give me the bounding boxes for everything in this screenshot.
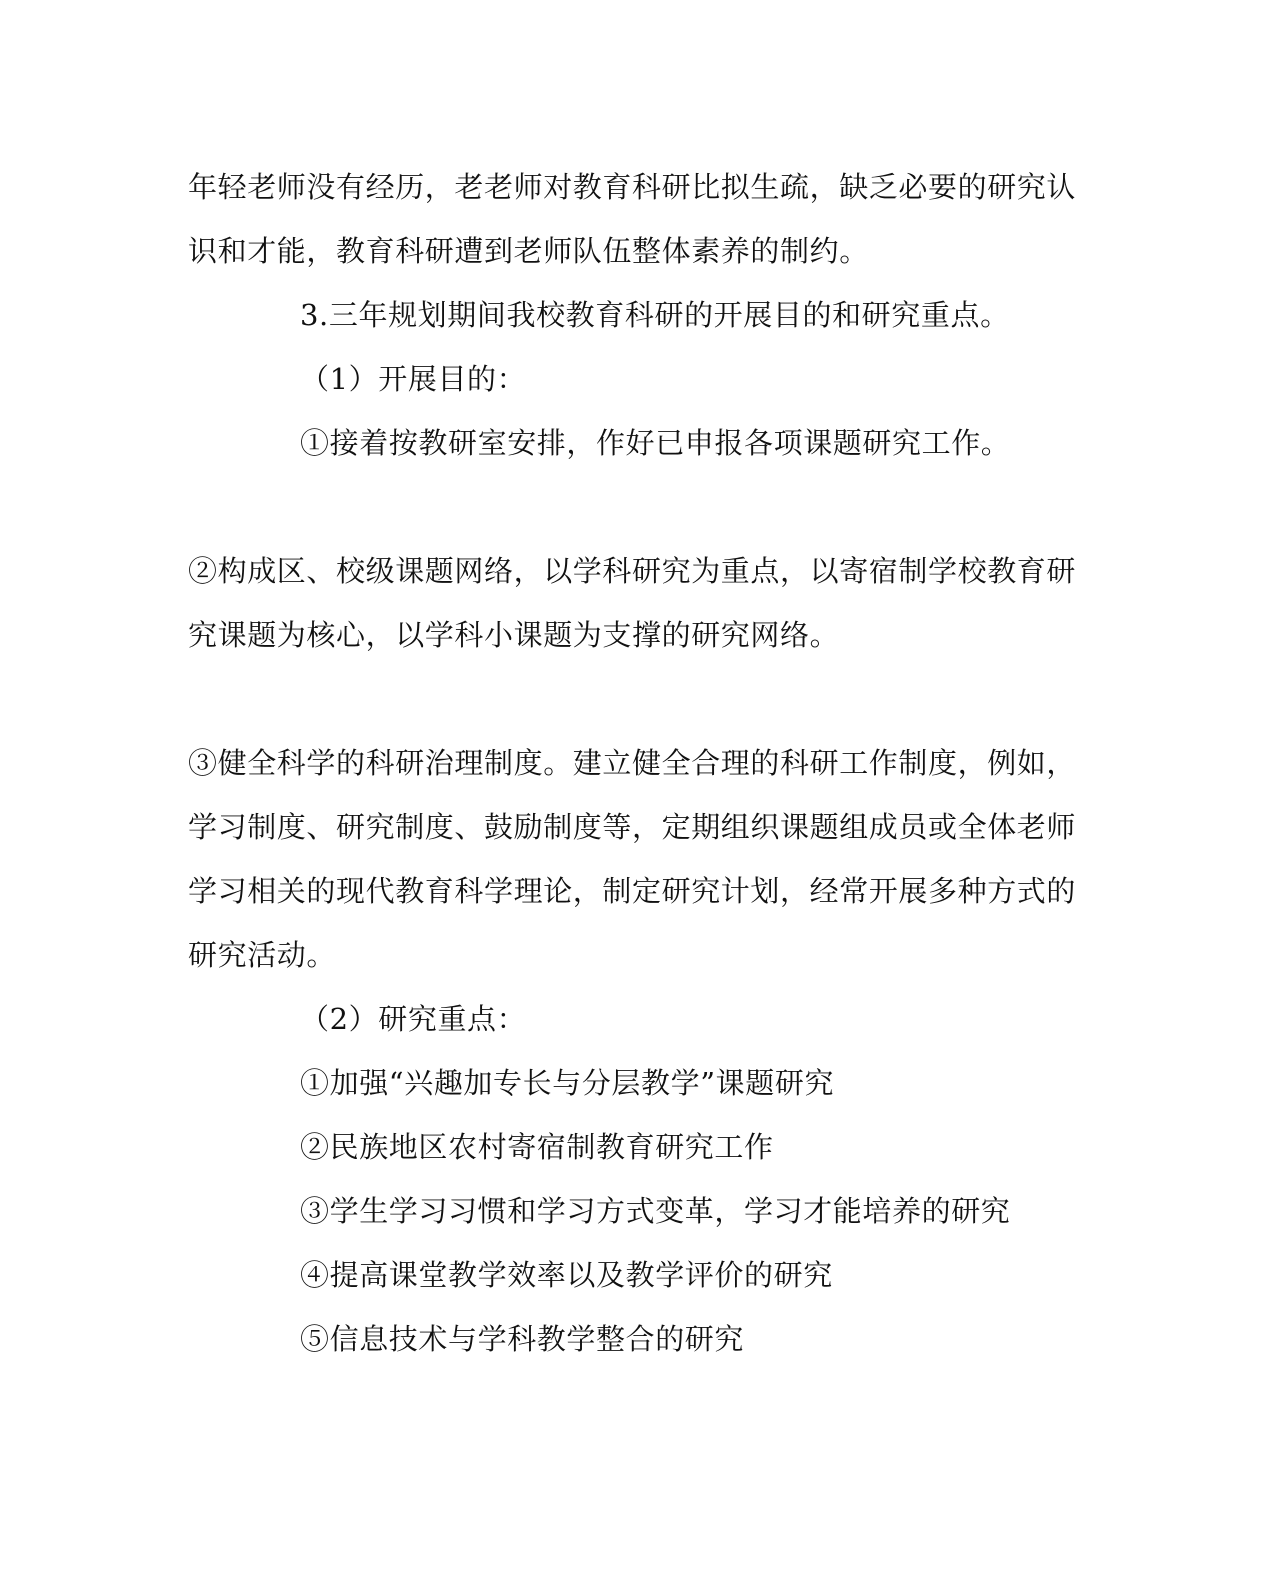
subsection-heading: （2）研究重点： (300, 1002, 527, 1036)
list-item: ⑤信息技术与学科教学整合的研究 (300, 1322, 745, 1356)
paragraph-line: 识和才能，教育科研遭到老师队伍整体素养的制约。 (188, 234, 869, 268)
list-item: ①接着按教研室安排，作好已申报各项课题研究工作。 (300, 426, 1011, 460)
paragraph-line: 学习制度、研究制度、鼓励制度等，定期组织课题组成员或全体老师 (188, 810, 1077, 844)
subsection-heading: （1）开展目的： (300, 362, 527, 396)
list-item: ④提高课堂教学效率以及教学评价的研究 (300, 1258, 833, 1292)
section-heading: 3.三年规划期间我校教育科研的开展目的和研究重点。 (300, 298, 1010, 332)
paragraph-line: 年轻老师没有经历，老老师对教育科研比拟生疏，缺乏必要的研究认 (188, 170, 1077, 204)
list-item: ②民族地区农村寄宿制教育研究工作 (300, 1130, 774, 1164)
list-item: ①加强“兴趣加专长与分层教学”课题研究 (300, 1066, 835, 1100)
paragraph-line: 究课题为核心，以学科小课题为支撑的研究网络。 (188, 618, 840, 652)
paragraph-line: 学习相关的现代教育科学理论，制定研究计划，经常开展多种方式的 (188, 874, 1077, 908)
list-item: ③学生学习习惯和学习方式变革，学习才能培养的研究 (300, 1194, 1011, 1228)
list-item: ②构成区、校级课题网络，以学科研究为重点，以寄宿制学校教育研 (188, 554, 1077, 588)
paragraph-line: 研究活动。 (188, 938, 337, 972)
list-item: ③健全科学的科研治理制度。建立健全合理的科研工作制度，例如， (188, 746, 1077, 780)
